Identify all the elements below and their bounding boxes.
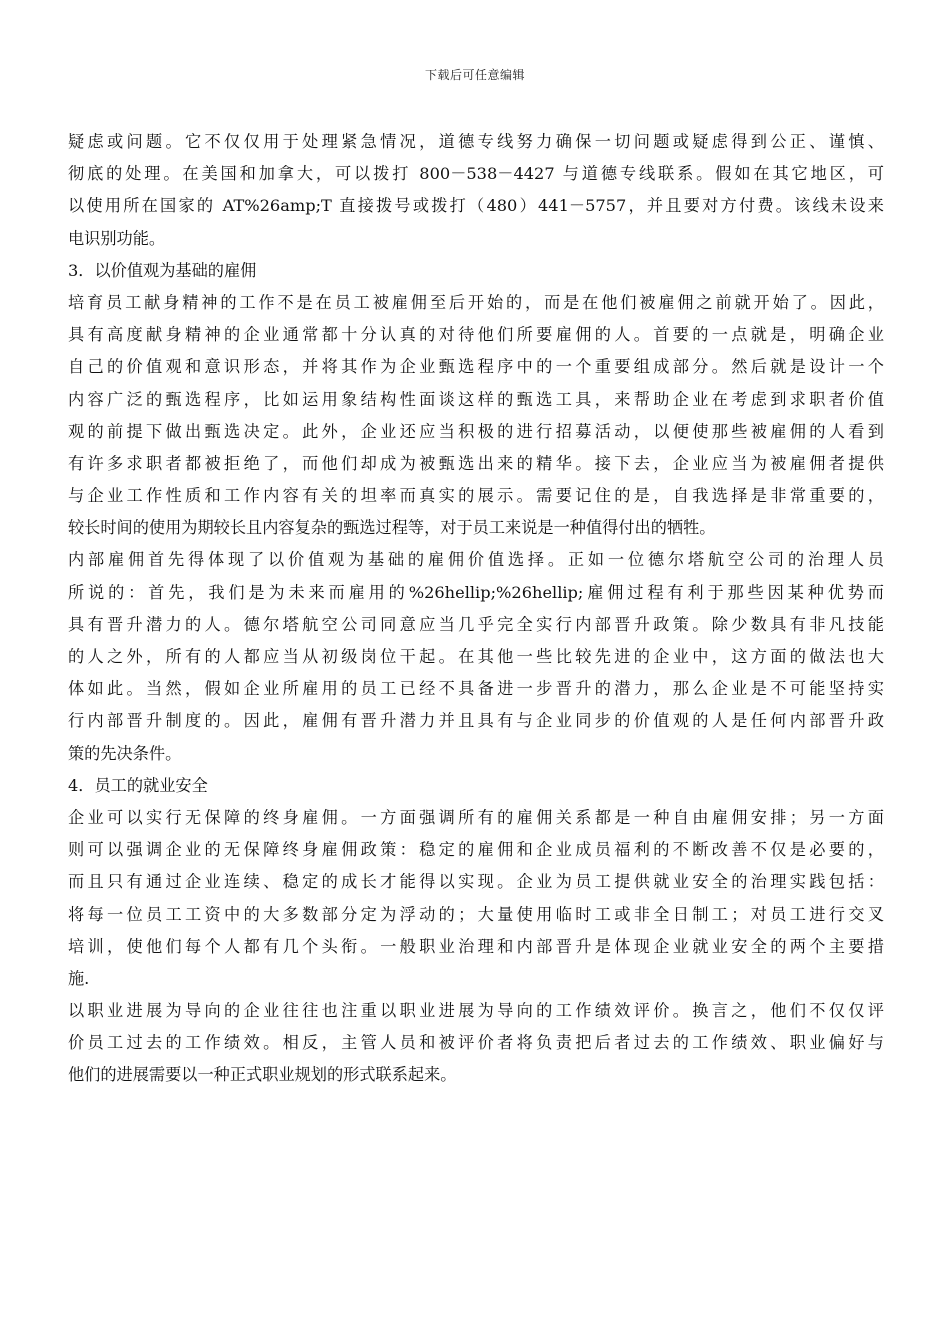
text-line: 疑虑或问题。它不仅仅用于处理紧急情况，道德专线努力确保一切问题或疑虑得到公正、谨慎、: [68, 132, 884, 151]
text-line: 而且只有通过企业连续、稳定的成长才能得以实现。企业为员工提供就业安全的治理实践包括：: [68, 872, 884, 892]
text-line: 所说的：首先，我们是为未来而雇用的%26hellip;%26hellip;雇佣过程有利于那些因某种优势而: [68, 582, 884, 602]
text-line: 以职业进展为导向的企业往往也注重以职业进展为导向的工作绩效评价。换言之，他们不仅仅评: [68, 1001, 884, 1021]
text-line: 彻底的处理。在美国和加拿大，可以拨打 800－538－4427 与道德专线联系。假如在其它地区，可: [68, 164, 884, 184]
paragraph: [68, 287, 884, 545]
text-line: 内部雇佣首先得体现了以价值观为基础的雇佣价值选择。正如一位德尔塔航空公司的治理人员: [68, 550, 884, 570]
text-line: 则可以强调企业的无保障终身雇佣政策：稳定的雇佣和企业成员福利的不断改善不仅是必要的，: [68, 840, 884, 860]
text-line: 行内部晋升制度的。因此，雇佣有晋升潜力并且具有与企业同步的价值观的人是任何内部晋升政: [68, 711, 884, 731]
text-line: 培育员工献身精神的工作不是在员工被雇佣至后开始的，而是在他们被雇佣之前就开始了。因此，: [68, 292, 884, 312]
text-line: 施.: [68, 968, 90, 988]
text-line: 体如此。当然，假如企业所雇用的员工已经不具备进一步晋升的潜力，那么企业是不可能坚持实: [68, 679, 884, 699]
text-line: 他们的进展需要以一种正式职业规划的形式联系起来。: [68, 1065, 457, 1085]
paragraph: [68, 802, 884, 995]
text-line: 企业可以实行无保障的终身雇佣。一方面强调所有的雇佣关系都是一种自由雇佣安排；另一方面: [68, 807, 884, 827]
text-line: 将每一位员工工资中的大多数部分定为浮动的；大量使用临时工或非全日制工；对员工进行交叉: [68, 904, 884, 924]
text-line: 培训，使他们每个人都有几个头衔。一般职业治理和内部晋升是体现企业就业安全的两个主要措: [68, 936, 884, 956]
page-header: 下载后可任意编辑: [424, 68, 525, 82]
text-line: 价员工过去的工作绩效。相反，主管人员和被评价者将负责把后者过去的工作绩效、职业偏好与: [68, 1033, 884, 1053]
text-line: 有许多求职者都被拒绝了，而他们却成为被甄选出来的精华。接下去，企业应当为被雇佣者提供: [68, 453, 884, 473]
text-line: 内容广泛的甄选程序，比如运用象结构性面谈这样的甄选工具，来帮助企业在考虑到求职者价值: [68, 389, 884, 409]
text-line: 具有晋升潜力的人。德尔塔航空公司同意应当几乎完全实行内部晋升政策。除少数具有非凡技能: [68, 614, 884, 634]
text-line: 以使用所在国家的 AT%26amp;T 直接拨号或拨打（480）441－5757，并且要对方付费。该线未设来: [68, 196, 884, 216]
text-line: 电识别功能。: [68, 228, 166, 248]
text-line: 自己的价值观和意识形态，并将其作为企业甄选程序中的一个重要组成部分。然后就是设计一个: [68, 357, 884, 377]
paragraph: [68, 995, 884, 1092]
paragraph: [68, 544, 884, 769]
text-line: 策的先决条件。: [68, 743, 182, 763]
text-line: 较长时间的使用为期较长且内容复杂的甄选过程等，对于员工来说是一种值得付出的牺牲。: [68, 518, 716, 538]
text-line: 具有高度献身精神的企业通常都十分认真的对待他们所要雇佣的人。首要的一点就是，明确企业: [68, 325, 884, 345]
text-line: 与企业工作性质和工作内容有关的坦率而真实的展示。需要记住的是，自我选择是非常重要的，: [68, 486, 884, 506]
text-line: 的人之外，所有的人都应当从初级岗位干起。在其他一些比较先进的企业中，这方面的做法也大: [68, 647, 884, 666]
text-line: 观的前提下做出甄选决定。此外，企业还应当积极的进行招募活动，以便使那些被雇佣的人看到: [68, 421, 884, 441]
section-heading: 3．以价值观为基础的雇佣: [68, 260, 257, 280]
paragraph: [68, 126, 884, 255]
section-heading: 4．员工的就业安全: [68, 775, 208, 795]
document-body: [68, 126, 884, 1092]
